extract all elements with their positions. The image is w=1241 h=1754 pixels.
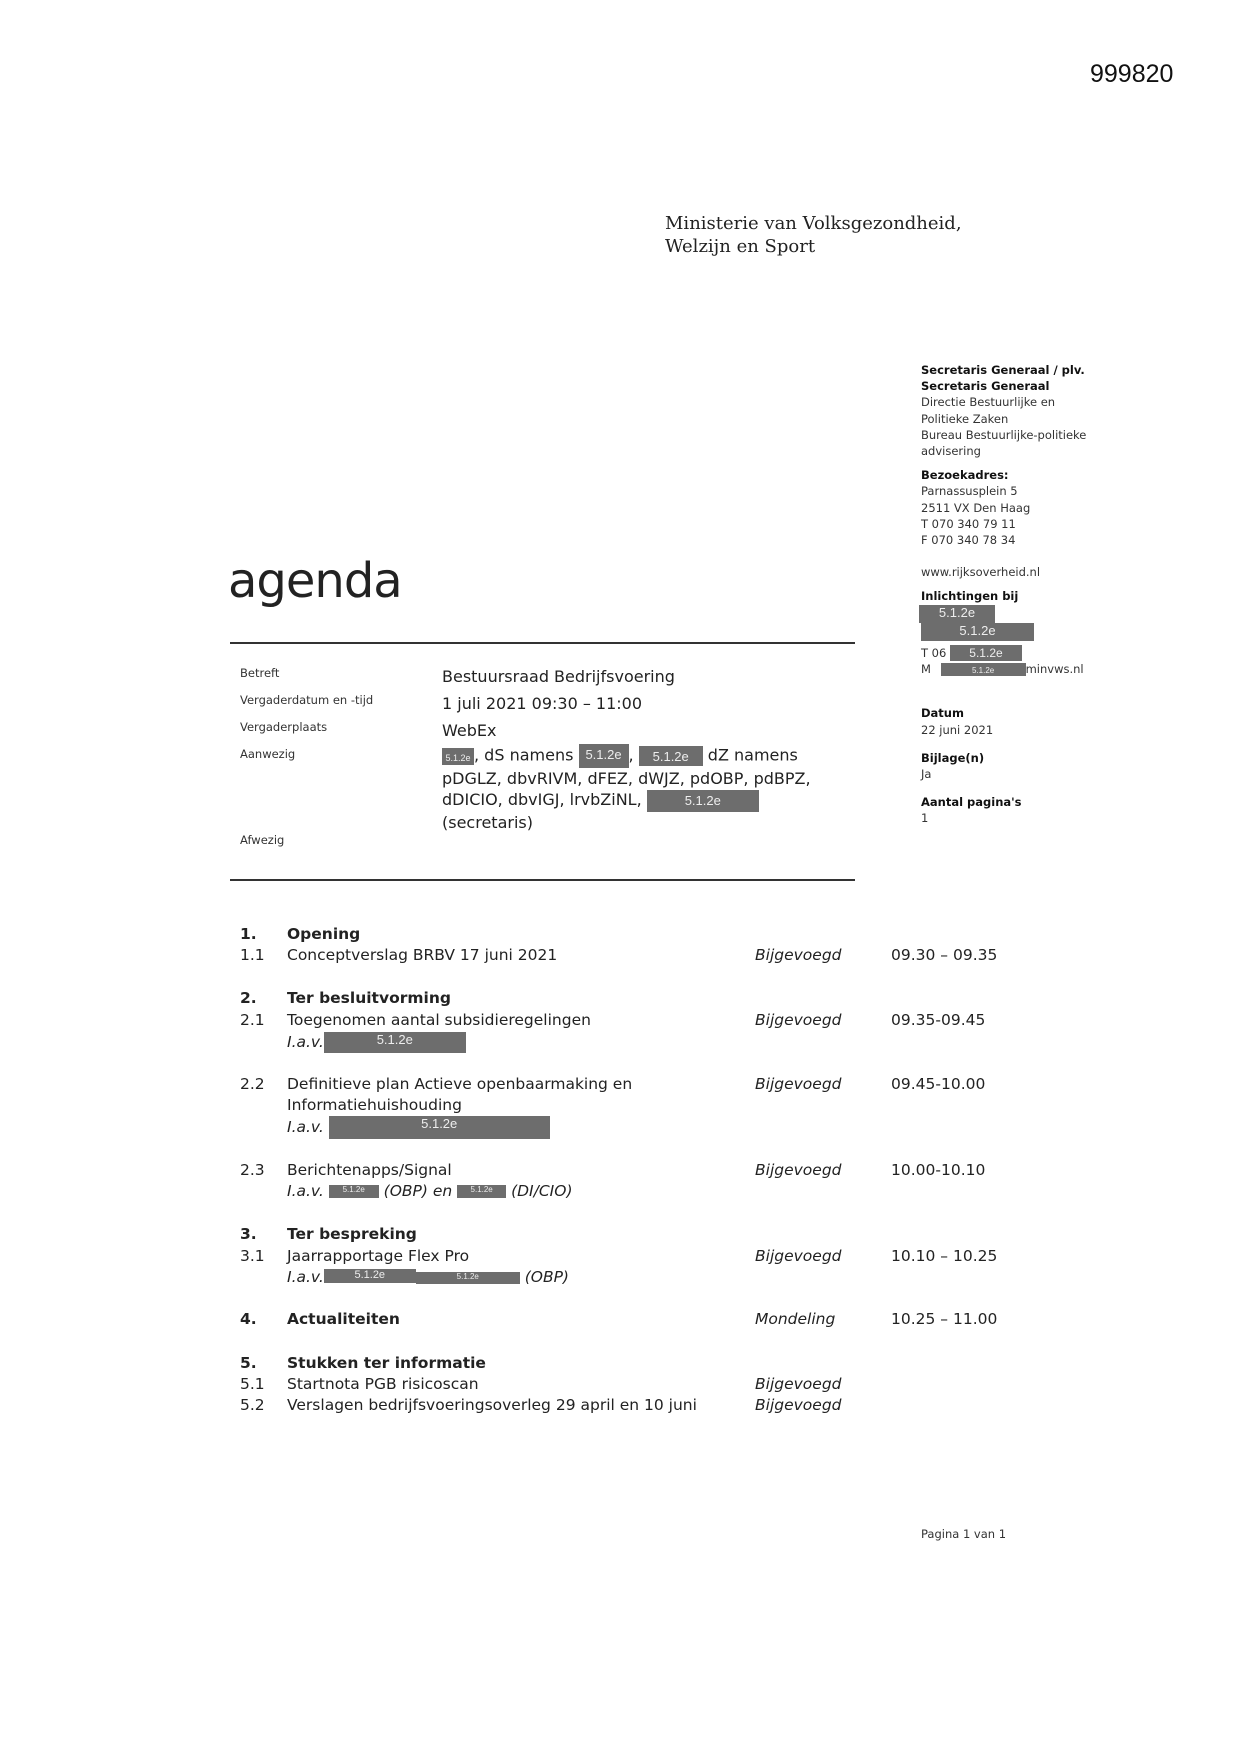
org-name: Secretaris Generaal: [921, 379, 1050, 394]
address-label: Bezoekadres:: [921, 468, 1009, 483]
present-value: [442, 744, 811, 833]
document-title: agenda: [228, 553, 402, 609]
section-title: Stukken ter informatie: [287, 1354, 486, 1372]
item-time: 10.00-10.10: [891, 1161, 986, 1179]
item-title: Verslagen bedrijfsvoeringsoverleg 29 april en 10 juni: [287, 1396, 697, 1414]
contact-label: Inlichtingen bij: [921, 589, 1019, 604]
attachments-label: Bijlage(n): [921, 750, 985, 765]
present-text: dZ namens: [702, 745, 798, 765]
meeting-date-value: 1 juli 2021 09:30 – 11:00: [442, 694, 643, 713]
attention-text: (DI/CIO): [511, 1182, 573, 1200]
item-attention: [287, 1268, 569, 1286]
section-number: 5.: [240, 1354, 257, 1372]
attention-text: (OBP) en: [383, 1182, 453, 1200]
date-value: 22 juni 2021: [921, 722, 994, 737]
item-number: 2.3: [240, 1161, 265, 1179]
item-title: Berichtenapps/Signal: [287, 1161, 452, 1179]
meeting-date-label: Vergaderdatum en -tijd: [240, 693, 374, 707]
item-status: Bijgevoegd: [755, 1161, 842, 1179]
redaction: 5.1.2e: [919, 605, 995, 623]
item-attention: [287, 1032, 466, 1053]
redaction: 5.1.2e: [329, 1116, 550, 1139]
section-number: 2.: [240, 989, 257, 1007]
item-status: Bijgevoegd: [755, 1396, 842, 1414]
divider: [230, 642, 855, 644]
item-time: 09.30 – 09.35: [891, 946, 998, 964]
attention-label: I.a.v.: [287, 1118, 324, 1136]
org-line: advisering: [921, 444, 981, 459]
org-name: Secretaris Generaal / plv.: [921, 363, 1085, 377]
item-title: Conceptverslag BRBV 17 juni 2021: [287, 946, 558, 964]
section-title: Opening: [287, 925, 361, 943]
section-number: 3.: [240, 1225, 257, 1243]
pages-label: Aantal pagina's: [921, 795, 1022, 810]
sender-block: [921, 362, 1086, 827]
section-number: 1.: [240, 925, 257, 943]
item-title: Toegenomen aantal subsidieregelingen: [287, 1011, 591, 1029]
item-number: 2.1: [240, 1011, 265, 1029]
document-id: 999820: [1090, 60, 1174, 88]
present-text: ,: [628, 745, 634, 765]
attachments-value: Ja: [921, 766, 932, 781]
phone-line: T 070 340 79 11: [921, 516, 1016, 531]
ministry-line: Ministerie van Volksgezondheid,: [665, 213, 962, 234]
redaction: 5.1.2e: [457, 1185, 506, 1198]
item-title: Definitieve plan Actieve openbaarmaking en: [287, 1075, 633, 1093]
absent-label: Afwezig: [240, 833, 285, 847]
subject-label: Betreft: [240, 666, 280, 680]
redaction: 5.1.2e: [442, 748, 474, 765]
mail-prefix: M: [921, 662, 931, 677]
mobile-prefix: T 06: [921, 645, 947, 660]
page-number: Pagina 1 van 1: [921, 1527, 1007, 1541]
section-title: Ter bespreking: [287, 1225, 417, 1243]
redaction: 5.1.2e: [941, 663, 1026, 676]
present-label: Aanwezig: [240, 747, 296, 761]
item-title: Startnota PGB risicoscan: [287, 1375, 479, 1393]
item-status: Bijgevoegd: [755, 1075, 842, 1093]
subject-value: Bestuursraad Bedrijfsvoering: [442, 667, 675, 686]
address-line: Parnassusplein 5: [921, 484, 1018, 499]
redaction: 5.1.2e: [324, 1032, 466, 1053]
attention-label: I.a.v.: [287, 1268, 324, 1286]
redaction: 5.1.2e: [329, 1185, 379, 1198]
redaction: 5.1.2e: [950, 645, 1022, 661]
section-title: Actualiteiten: [287, 1310, 400, 1328]
section-title: Ter besluitvorming: [287, 989, 451, 1007]
item-status: Bijgevoegd: [755, 1011, 842, 1029]
section-number: 4.: [240, 1310, 257, 1328]
attention-text: (OBP): [524, 1268, 569, 1286]
redaction: 5.1.2e: [921, 623, 1034, 641]
redaction: 5.1.2e: [647, 790, 759, 812]
item-number: 3.1: [240, 1247, 265, 1265]
item-title: Jaarrapportage Flex Pro: [287, 1247, 470, 1265]
fax-line: F 070 340 78 34: [921, 533, 1016, 548]
item-time: 10.10 – 10.25: [891, 1247, 998, 1265]
date-label: Datum: [921, 706, 964, 721]
redaction: 5.1.2e: [639, 746, 703, 766]
item-title: Informatiehuishouding: [287, 1096, 462, 1114]
item-status: Bijgevoegd: [755, 1375, 842, 1393]
org-line: Bureau Bestuurlijke-politieke: [921, 427, 1087, 442]
item-status: Bijgevoegd: [755, 1247, 842, 1265]
ministry-line: Welzijn en Sport: [665, 236, 816, 257]
item-number: 2.2: [240, 1075, 265, 1093]
item-time: 09.45-10.00: [891, 1075, 986, 1093]
redaction: 5.1.2e: [416, 1272, 520, 1284]
attention-label: I.a.v.: [287, 1033, 324, 1051]
item-number: 5.2: [240, 1396, 265, 1414]
present-text: dDICIO, dbvIGJ, lrvbZiNL,: [442, 790, 642, 809]
present-text: , dS namens: [474, 745, 574, 765]
org-line: Politieke Zaken: [921, 411, 1009, 426]
attention-label: I.a.v.: [287, 1182, 324, 1200]
redaction: 5.1.2e: [324, 1269, 416, 1283]
item-number: 1.1: [240, 946, 265, 964]
org-line: Directie Bestuurlijke en: [921, 395, 1056, 410]
divider: [230, 879, 855, 881]
location-value: WebEx: [442, 721, 497, 740]
mail-suffix: minvws.nl: [1025, 662, 1084, 677]
item-status: Bijgevoegd: [755, 946, 842, 964]
item-status: Mondeling: [755, 1310, 836, 1328]
item-attention: [287, 1116, 550, 1139]
item-time: 09.35-09.45: [891, 1011, 986, 1029]
present-text: (secretaris): [442, 812, 533, 832]
ministry-name: [665, 212, 962, 258]
website-link[interactable]: www.rijksoverheid.nl: [921, 565, 1041, 580]
redaction: 5.1.2e: [579, 744, 629, 768]
item-time: 10.25 – 11.00: [891, 1310, 998, 1328]
address-line: 2511 VX Den Haag: [921, 500, 1031, 515]
present-text: pDGLZ, dbvRIVM, dFEZ, dWJZ, pdOBP, pdBPZ,: [442, 769, 811, 788]
item-number: 5.1: [240, 1375, 265, 1393]
pages-value: 1: [921, 811, 929, 826]
item-attention: [287, 1182, 573, 1200]
location-label: Vergaderplaats: [240, 720, 328, 734]
